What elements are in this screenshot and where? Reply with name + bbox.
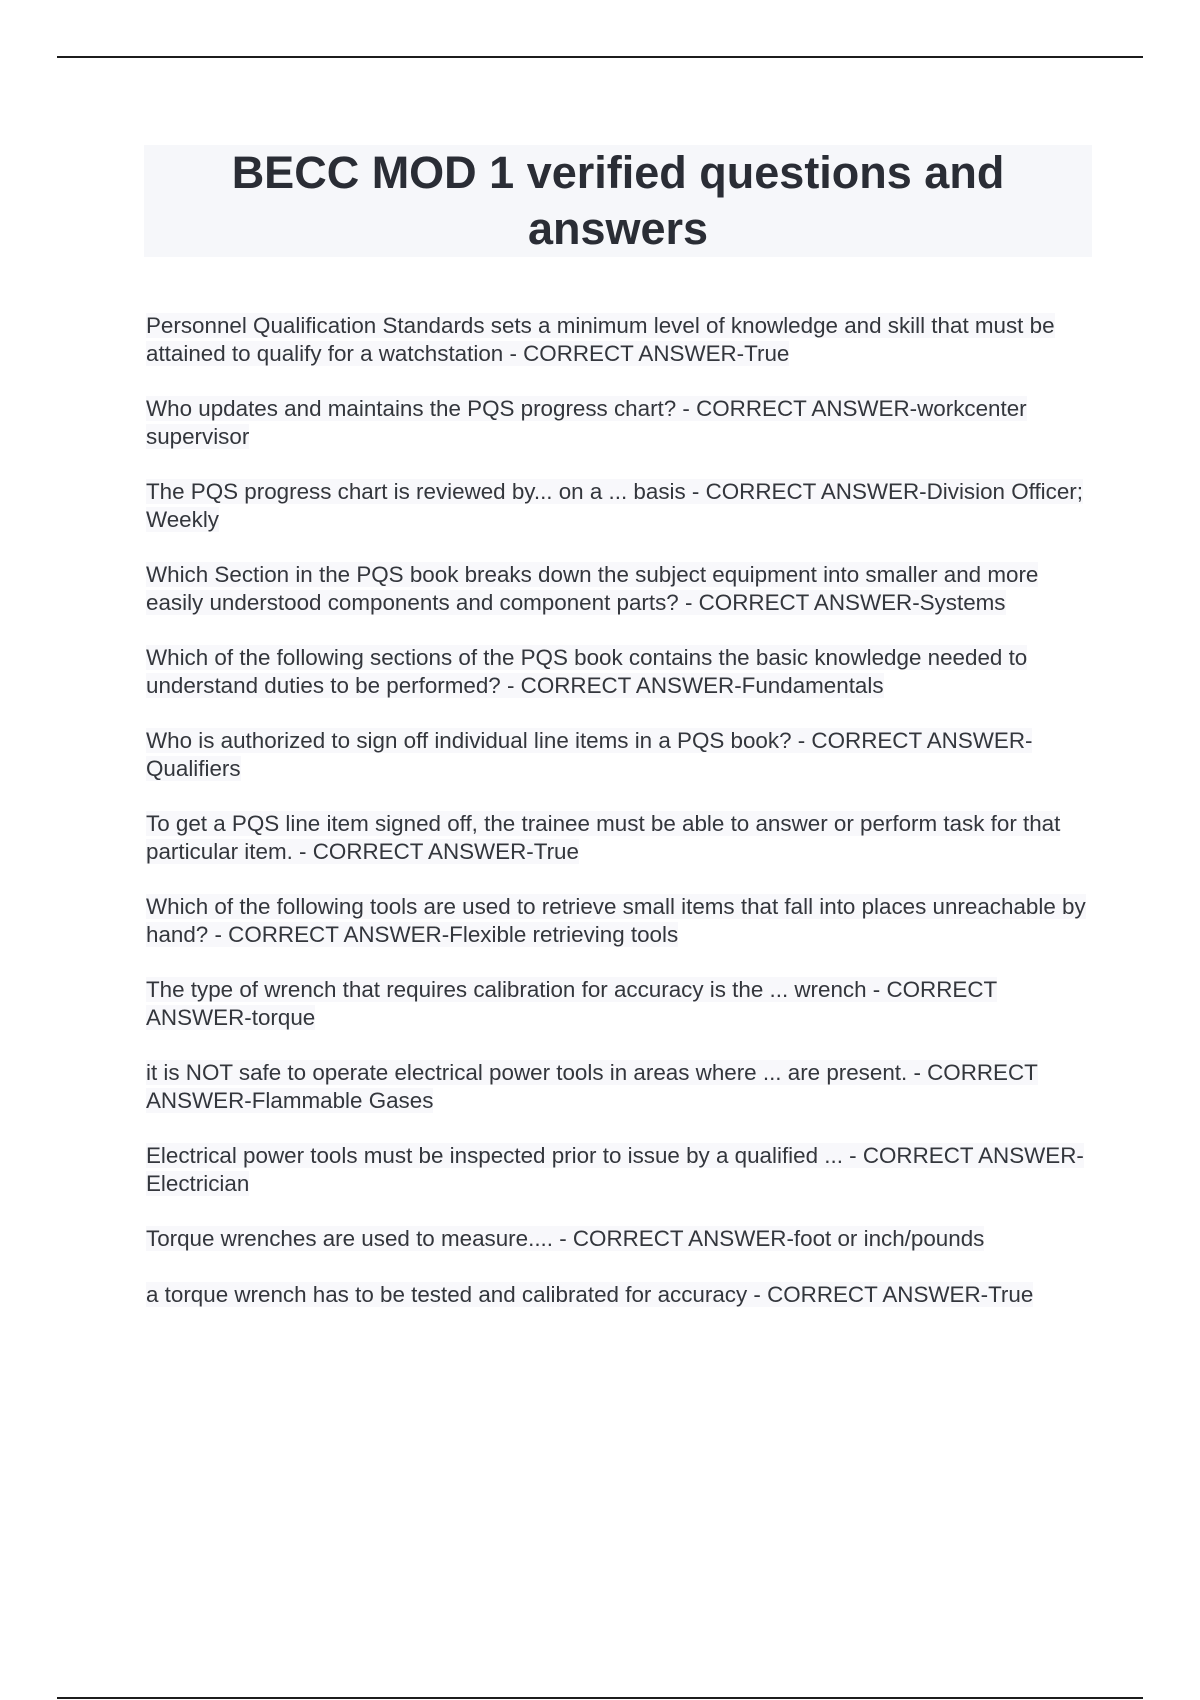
- document-title: BECC MOD 1 verified questions and answers: [231, 147, 1005, 254]
- qa-item: [146, 478, 1090, 533]
- qa-item-text: it is NOT safe to operate electrical power tools in areas where ... are present. - CORRECT ANSWER-Flammable Gases: [146, 1060, 1038, 1113]
- qa-item: [146, 561, 1090, 616]
- qa-item-text: Electrical power tools must be inspected prior to issue by a qualified ... - CORRECT ANSWER-Electrician: [146, 1143, 1084, 1196]
- qa-item: [146, 810, 1090, 865]
- qa-item-text: Who is authorized to sign off individual line items in a PQS book? - CORRECT ANSWER-Qualifiers: [146, 728, 1033, 781]
- top-divider: [57, 56, 1143, 58]
- qa-item-text: Which of the following sections of the PQS book contains the basic knowledge needed to understand duties to be performed? - CORRECT ANSWER-Fundamentals: [146, 645, 1028, 698]
- bottom-divider: [57, 1697, 1143, 1699]
- qa-item-text: a torque wrench has to be tested and calibrated for accuracy - CORRECT ANSWER-True: [146, 1281, 1034, 1307]
- qa-item: [146, 1059, 1090, 1114]
- qa-item-text: Who updates and maintains the PQS progress chart? - CORRECT ANSWER-workcenter supervisor: [146, 396, 1027, 449]
- qa-item: [146, 1225, 1090, 1253]
- qa-item-text: Which of the following tools are used to retrieve small items that fall into places unreachable by hand? - CORRECT ANSWER-Flexible retrieving tools: [146, 894, 1086, 947]
- qa-item-text: The type of wrench that requires calibration for accuracy is the ... wrench - CORRECT ANSWER-torque: [146, 977, 998, 1030]
- qa-item: [146, 1142, 1090, 1197]
- qa-item: [146, 1281, 1090, 1309]
- title-banner: [144, 145, 1092, 257]
- qa-item-text: To get a PQS line item signed off, the trainee must be able to answer or perform task for that particular item. - CORRECT ANSWER-True: [146, 811, 1061, 864]
- qa-item: [146, 312, 1090, 367]
- qa-item: [146, 644, 1090, 699]
- qa-item-text: Personnel Qualification Standards sets a minimum level of knowledge and skill that must be attained to qualify for a watchstation - CORRECT ANSWER-True: [146, 313, 1055, 366]
- qa-item-text: Which Section in the PQS book breaks down the subject equipment into smaller and more easily understood components and component parts? - CORRECT ANSWER-Systems: [146, 562, 1039, 615]
- qa-item: [146, 727, 1090, 782]
- qa-item-text: The PQS progress chart is reviewed by... on a ... basis - CORRECT ANSWER-Division Officer; Weekly: [146, 479, 1083, 532]
- qa-item-text: Torque wrenches are used to measure.... - CORRECT ANSWER-foot or inch/pounds: [146, 1226, 985, 1251]
- qa-item: [146, 976, 1090, 1031]
- qa-item: [146, 395, 1090, 450]
- qa-list: [146, 312, 1090, 1336]
- qa-item: [146, 893, 1090, 948]
